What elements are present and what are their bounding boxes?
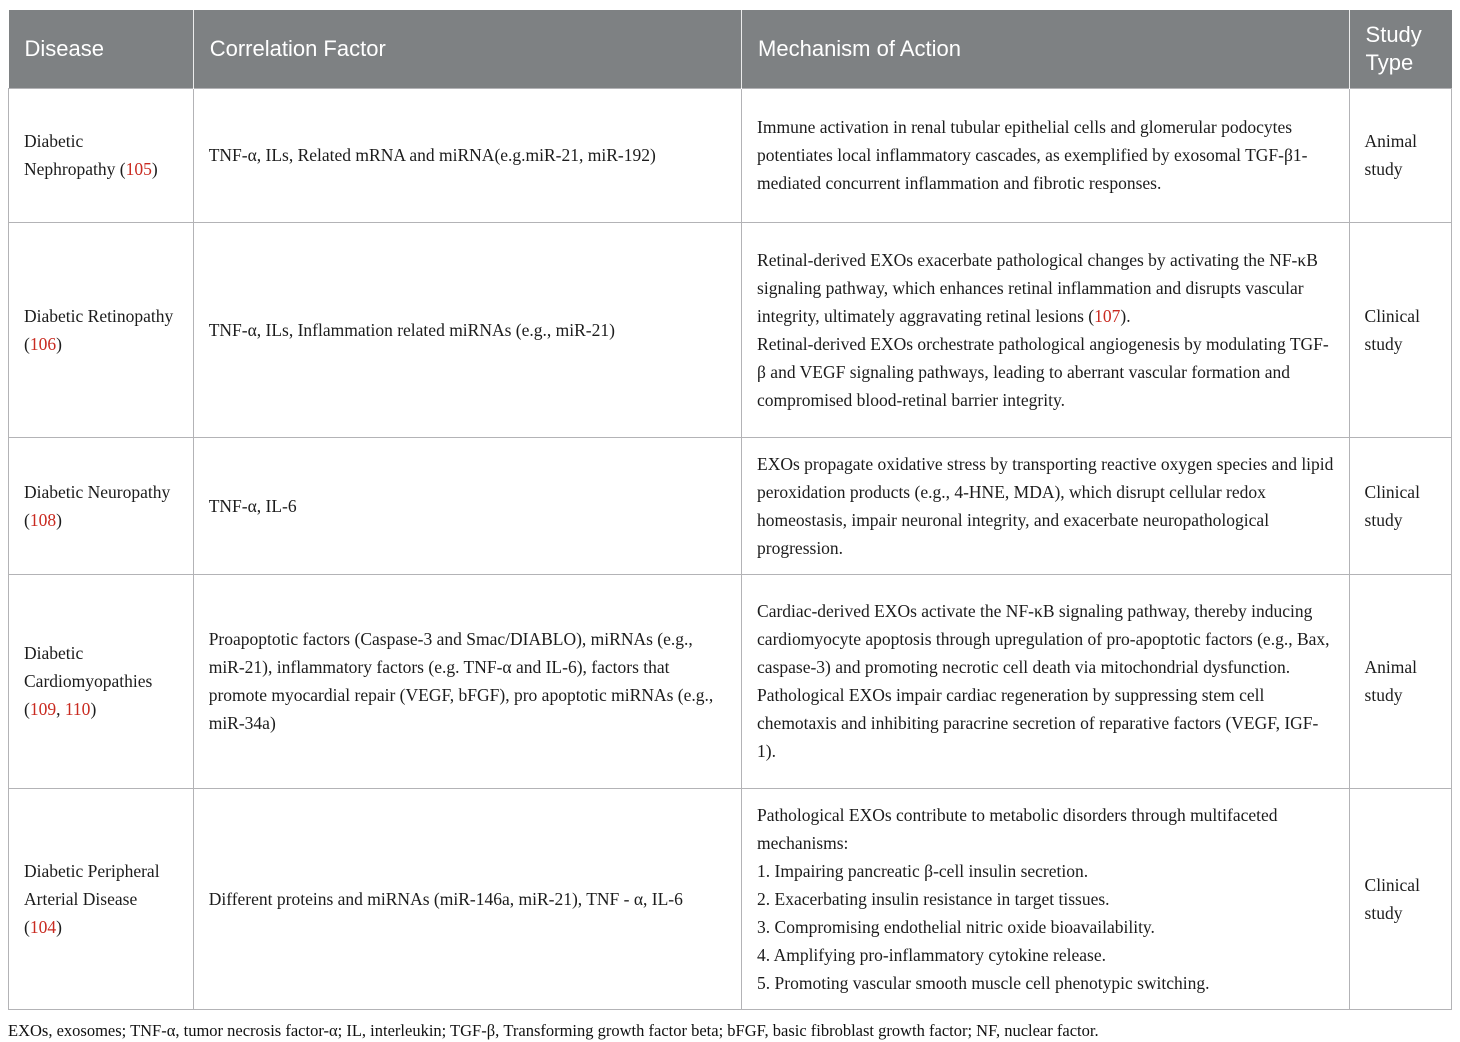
cell-paragraph bbox=[757, 913, 1334, 941]
correlation-factor-cell bbox=[193, 788, 741, 1009]
text-segment: Diabetic Nephropathy ( bbox=[24, 131, 126, 179]
disease-cell bbox=[9, 88, 194, 222]
text-segment: TNF-α, ILs, Inflammation related miRNAs (e.g., miR-21) bbox=[208, 319, 615, 340]
study-type-text: Animal study bbox=[1364, 657, 1418, 705]
mechanism-cell bbox=[742, 88, 1350, 222]
study-type-text: Clinical study bbox=[1364, 481, 1420, 530]
study-type-cell bbox=[1349, 88, 1451, 222]
cell-paragraph bbox=[209, 141, 726, 169]
text-segment: ) bbox=[56, 916, 62, 937]
cell-paragraph bbox=[24, 127, 178, 183]
table-head bbox=[9, 10, 1452, 88]
study-type-text: Clinical study bbox=[1364, 305, 1420, 354]
table-row bbox=[9, 88, 1452, 222]
text-segment: ) bbox=[151, 159, 158, 179]
text-segment: Diabetic Neuropathy ( bbox=[24, 481, 171, 530]
citation-link[interactable]: 109 bbox=[29, 699, 57, 719]
citation-link[interactable]: 107 bbox=[1094, 305, 1121, 326]
study-type-cell bbox=[1349, 222, 1451, 437]
text-segment: 4. Amplifying pro-inflammatory cytokine release. bbox=[757, 944, 1106, 965]
table-row bbox=[9, 788, 1452, 1009]
disease-cell bbox=[9, 222, 194, 437]
text-segment: Diabetic Retinopathy ( bbox=[24, 305, 174, 354]
text-segment: TNF-α, ILs, Related mRNA and miRNA(e.g.miR-21, miR-192) bbox=[208, 145, 656, 165]
citation-link[interactable]: 108 bbox=[29, 509, 57, 530]
table-row bbox=[9, 222, 1452, 437]
col-header-disease: Disease bbox=[9, 10, 194, 88]
cell-paragraph bbox=[757, 681, 1334, 765]
cell-paragraph bbox=[24, 302, 178, 358]
cell-paragraph bbox=[757, 857, 1334, 885]
text-segment: Pathological EXOs contribute to metabolic disorders through multifaceted mechanisms: bbox=[757, 804, 1278, 853]
cell-paragraph bbox=[757, 450, 1334, 562]
correlation-factor-cell bbox=[193, 88, 741, 222]
disease-cell bbox=[9, 574, 194, 788]
cell-paragraph bbox=[24, 478, 178, 534]
text-segment: TNF-α, IL-6 bbox=[208, 495, 297, 516]
text-segment: Retinal-derived EXOs exacerbate pathological changes by activating the NF-κB signaling pathway, which enhances retinal inflammation and disrupts vascular integrity, ultimately aggravating retinal lesions ( bbox=[757, 249, 1318, 326]
col-header-study-type: Study Type bbox=[1349, 10, 1451, 88]
cell-paragraph bbox=[757, 941, 1334, 969]
text-segment: Diabetic Peripheral Arterial Disease ( bbox=[24, 860, 160, 937]
cell-paragraph bbox=[24, 857, 178, 941]
mechanism-cell bbox=[742, 437, 1350, 574]
cell-paragraph bbox=[757, 597, 1334, 681]
correlation-factor-cell bbox=[193, 222, 741, 437]
text-segment: Diabetic Cardiomyopathies ( bbox=[24, 643, 153, 719]
col-header-correlation-factor: Correlation Factor bbox=[193, 10, 741, 88]
cell-paragraph bbox=[209, 885, 726, 913]
text-segment: 1. Impairing pancreatic β-cell insulin secretion. bbox=[757, 860, 1089, 881]
text-segment: Proapoptotic factors (Caspase-3 and Smac/DIABLO), miRNAs (e.g., miR-21), inflammatory factors (e.g. TNF-α and IL-6), factors that promote myocardial repair (VEGF, bFGF), pro apoptotic miRNAs (e.g., miR-34a) bbox=[208, 629, 714, 733]
text-segment: EXOs propagate oxidative stress by transporting reactive oxygen species and lipid peroxidation products (e.g., 4-HNE, MDA), which disrupt cellular redox homeostasis, impair neuronal integrity, and exacerbate neuropathological progression. bbox=[757, 453, 1334, 558]
cell-paragraph bbox=[757, 885, 1334, 913]
col-header-mechanism-of-action: Mechanism of Action bbox=[742, 10, 1350, 88]
study-type-cell bbox=[1349, 437, 1451, 574]
text-segment: 3. Compromising endothelial nitric oxide bioavailability. bbox=[757, 916, 1155, 937]
table-body bbox=[9, 88, 1452, 1009]
cell-paragraph bbox=[757, 113, 1334, 197]
cell-paragraph bbox=[757, 969, 1334, 997]
disease-exosome-table bbox=[8, 10, 1452, 1010]
cell-paragraph bbox=[209, 625, 726, 737]
table-header-row bbox=[9, 10, 1452, 88]
text-segment: Immune activation in renal tubular epithelial cells and glomerular podocytes potentiates local inflammatory cascades, as exemplified by exosomal TGF-β1-mediated concurrent inflammation and fibrotic responses. bbox=[757, 117, 1308, 193]
mechanism-cell bbox=[742, 788, 1350, 1009]
cell-paragraph bbox=[209, 492, 726, 520]
correlation-factor-cell bbox=[193, 437, 741, 574]
disease-cell bbox=[9, 437, 194, 574]
text-segment: 2. Exacerbating insulin resistance in target tissues. bbox=[757, 888, 1110, 909]
cell-paragraph bbox=[757, 246, 1334, 330]
text-segment: Cardiac-derived EXOs activate the NF-κB signaling pathway, thereby inducing cardiomyocyte apoptosis through upregulation of pro-apoptotic factors (e.g., Bax, caspase-3) and promoting necrotic cell death via mitochondrial dysfunction. bbox=[757, 601, 1330, 677]
text-segment: Retinal-derived EXOs orchestrate pathological angiogenesis by modulating TGF-β and VEGF signaling pathways, leading to aberrant vascular formation and compromised blood-retinal barrier integrity. bbox=[757, 333, 1329, 410]
text-segment: 5. Promoting vascular smooth muscle cell phenotypic switching. bbox=[757, 972, 1210, 993]
study-type-cell bbox=[1349, 788, 1451, 1009]
study-type-text: Clinical study bbox=[1364, 874, 1420, 923]
disease-cell bbox=[9, 788, 194, 1009]
text-segment: ) bbox=[56, 509, 62, 530]
mechanism-cell bbox=[742, 574, 1350, 788]
text-segment: ) bbox=[90, 699, 97, 719]
cell-paragraph bbox=[757, 330, 1334, 414]
table-row bbox=[9, 437, 1452, 574]
cell-paragraph bbox=[757, 801, 1334, 857]
text-segment: Different proteins and miRNAs (miR-146a, miR-21), TNF - α, IL-6 bbox=[208, 888, 683, 909]
citation-link[interactable]: 110 bbox=[64, 699, 91, 719]
mechanism-cell bbox=[742, 222, 1350, 437]
text-segment: , bbox=[56, 699, 65, 719]
study-type-text: Animal study bbox=[1364, 131, 1418, 179]
text-segment: Pathological EXOs impair cardiac regeneration by suppressing stem cell chemotaxis and inhibiting paracrine secretion of reparative factors (VEGF, IGF-1). bbox=[757, 685, 1319, 761]
study-type-cell bbox=[1349, 574, 1451, 788]
cell-paragraph bbox=[24, 639, 178, 723]
text-segment: ) bbox=[56, 333, 62, 354]
cell-paragraph bbox=[209, 316, 726, 344]
citation-link[interactable]: 104 bbox=[29, 916, 57, 937]
table-row bbox=[9, 574, 1452, 788]
table-footnote: EXOs, exosomes; TNF-α, tumor necrosis factor-α; IL, interleukin; TGF-β, Transforming growth factor beta; bFGF, basic fibroblast growth factor; NF, nuclear factor. bbox=[8, 1020, 1099, 1040]
correlation-factor-cell bbox=[193, 574, 741, 788]
text-segment: ). bbox=[1120, 305, 1131, 326]
citation-link[interactable]: 105 bbox=[125, 159, 152, 179]
citation-link[interactable]: 106 bbox=[29, 333, 57, 354]
